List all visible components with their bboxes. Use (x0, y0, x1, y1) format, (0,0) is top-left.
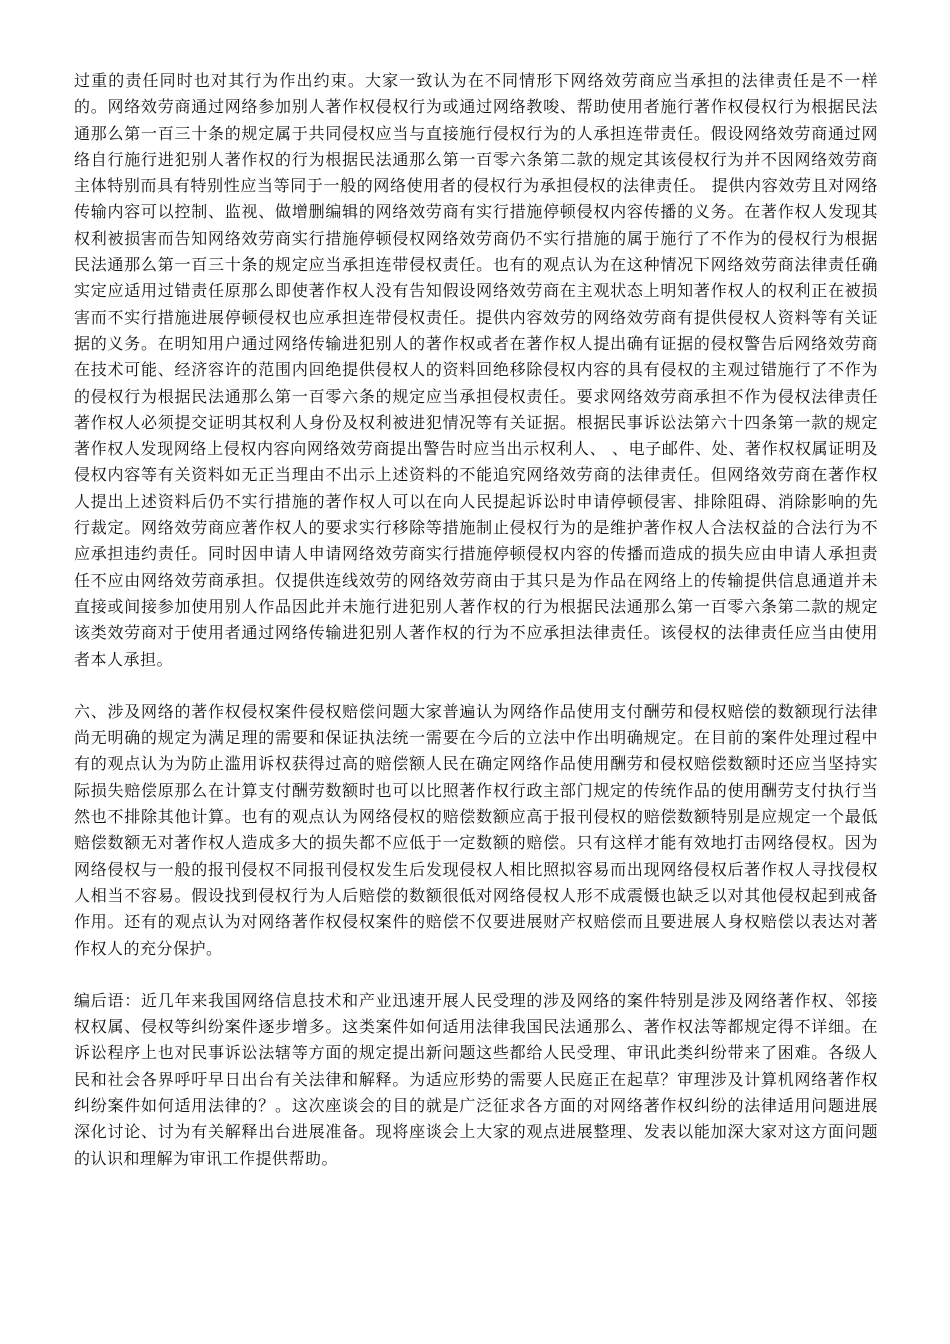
document-page (74, 68, 878, 1198)
paragraph-liability: 过重的责任同时也对其行为作出约束。大家一致认为在不同情形下网络效劳商应当承担的法律责任是不一样的。网络效劳商通过网络参加别人著作权侵权行为或通过网络教唆、帮助使用者施行著作权侵权行为根据民法通那么第一百三十条的规定属于共同侵权应当与直接施行侵权行为的人承担连带责任。假设网络效劳商通过网络自行施行进犯别人著作权的行为根据民法通那么第一百零六条第二款的规定其该侵权行为并不因网络效劳商主体特别而具有特别性应当等同于一般的网络使用者的侵权行为承担侵权的法律责任。 提供内容效劳且对网络传输内容可以控制、监视、做增删编辑的网络效劳商有实行措施停顿侵权内容传播的义务。在著作权人发现其权利被损害而告知网络效劳商实行措施停顿侵权网络效劳商仍不实行措施的属于施行了不作为的侵权行为根据民法通那么第一百三十条的规定应当承担连带侵权责任。也有的观点认为在这种情况下网络效劳商法律责任确实定应适用过错责任原那么即使著作权人没有告知假设网络效劳商在主观状态上明知著作权人的权利正在被损害而不实行措施进展停顿侵权也应承担连带侵权责任。提供内容效劳的网络效劳商有提供侵权人资料等有关证据的义务。在明知用户通过网络传输进犯别人的著作权或者在著作权人提出确有证据的侵权警告后网络效劳商在技术可能、经济容许的范围内回绝提供侵权人的资料回绝移除侵权内容的具有侵权的主观过错施行了不作为的侵权行为根据民法通那么第一百零六条的规定应当承担侵权责任。要求网络效劳商承担不作为侵权法律责任著作权人必须提交证明其权利人身份及权利被进犯情况等有关证据。根据民事诉讼法第六十四条第一款的规定著作权人发现网络上侵权内容向网络效劳商提出警告时应当出示权利人、 、电子邮件、处、著作权权属证明及侵权内容等有关资料如无正当理由不出示上述资料的不能追究网络效劳商的法律责任。但网络效劳商在著作权人提出上述资料后仍不实行措施的著作权人可以在向人民提起诉讼时申请停顿侵害、排除阻碍、消除影响的先行裁定。网络效劳商应著作权人的要求实行移除等措施制止侵权行为的是维护著作权人合法权益的合法行为不应承担违约责任。同时因申请人申请网络效劳商实行措施停顿侵权内容的传播而造成的损失应由申请人承担责任不应由网络效劳商承担。仅提供连线效劳的网络效劳商由于其只是为作品在网络上的传输提供信息通道并未直接或间接参加使用别人作品因此并未施行进犯别人著作权的行为根据民法通那么第一百零六条第二款的规定该类效劳商对于使用者通过网络传输进犯别人著作权的行为不应承担法律责任。该侵权的法律责任应当由使用者本人承担。 (74, 71, 878, 669)
paragraph-editor-note: 编后语：近几年来我国网络信息技术和产业迅速开展人民受理的涉及网络的案件特别是涉及网络著作权、邻接权权属、侵权等纠纷案件逐步增多。这类案件如何适用法律我国民法通那么、著作权法等都规定得不详细。在诉讼程序上也对民事诉讼法辖等方面的规定提出新问题这些都给人民受理、审讯此类纠纷带来了困难。各级人民和社会各界呼吁早日出台有关法律和解释。为适应形势的需要人民庭正在起草？审理涉及计算机网络著作权纠纷案件如何适用法律的？。这次座谈会的目的就是广泛征求各方面的对网络著作权纠纷的法律适用问题进展深化讨论、讨为有关解释出台进展准备。现将座谈会上大家的观点进展整理、发表以能加深大家对这方面问题的认识和理解为审讯工作提供帮助。 (74, 990, 878, 1168)
paragraph-compensation: 六、涉及网络的著作权侵权案件侵权赔偿问题大家普遍认为网络作品使用支付酬劳和侵权赔偿的数额现行法律尚无明确的规定为满足理的需要和保证执法统一需要在今后的立法中作出明确规定。在目前的案件处理过程中有的观点认为为防止滥用诉权获得过高的赔偿额人民在确定网络作品使用酬劳和侵权赔偿数额时还应当坚持实际损失赔偿原那么在计算支付酬劳数额时也可以比照著作权行政主部门规定的传统作品的使用酬劳支付执行当然也不排除其他计算。也有的观点认为网络侵权的赔偿数额应高于报刊侵权的赔偿数额特别是应规定一个最低赔偿数额无对著作权人造成多大的损失都不应低于一定数额的赔偿。只有这样才能有效地打击网络侵权。因为网络侵权与一般的报刊侵权不同报刊侵权发生后发现侵权人相比照拟容易而出现网络侵权后著作权人寻找侵权人相当不容易。假设找到侵权行为人后赔偿的数额很低对网络侵权人形不成震慑也缺乏以对其他侵权起到戒备作用。还有的观点认为对网络著作权侵权案件的赔偿不仅要进展财产权赔偿而且要进展人身权赔偿以表达对著作权人的充分保护。 (74, 701, 878, 958)
